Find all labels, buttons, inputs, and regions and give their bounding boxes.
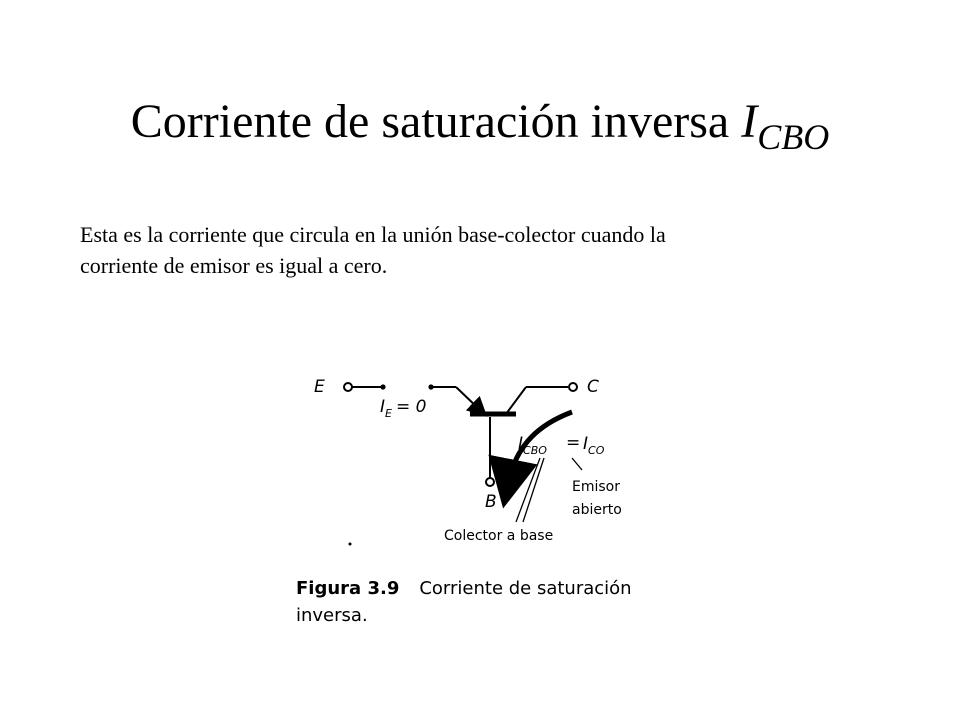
base-terminal-label: B bbox=[485, 492, 497, 512]
base-terminal bbox=[486, 478, 494, 486]
emitter-arm bbox=[456, 387, 480, 410]
body-text bbox=[80, 219, 800, 281]
ico-label: $I_{CO}$ bbox=[583, 434, 605, 457]
pointer-line-3 bbox=[572, 458, 582, 470]
caption-text: Corriente de saturación bbox=[419, 578, 632, 599]
caption-line-1 bbox=[296, 575, 676, 602]
pointer-line-2 bbox=[523, 458, 544, 522]
figure-caption bbox=[296, 575, 676, 629]
colector-base-label: Colector a base bbox=[444, 528, 554, 544]
title-variable: I bbox=[741, 95, 758, 148]
emitter-terminal-label: E bbox=[314, 377, 325, 397]
caption-line-2: inversa. bbox=[296, 605, 368, 626]
equals-sign: = bbox=[566, 433, 581, 453]
emitter-terminal bbox=[344, 383, 352, 391]
title-subscript: CBO bbox=[757, 117, 830, 157]
title-text: Corriente de saturación inversa bbox=[130, 95, 730, 148]
slide-title bbox=[0, 92, 960, 157]
collector-arm bbox=[506, 387, 526, 414]
collector-terminal-label: C bbox=[587, 377, 599, 397]
body-line-2: corriente de emisor es igual a cero. bbox=[80, 253, 388, 278]
switch-contact-left bbox=[380, 384, 385, 389]
figure-number: Figura 3.9 bbox=[296, 578, 400, 599]
transistor-diagram bbox=[290, 362, 670, 572]
abierto-label: abierto bbox=[572, 502, 622, 518]
icbo-label: $I_{CBO}$ bbox=[518, 434, 547, 457]
emisor-label: Emisor bbox=[572, 479, 620, 495]
ie-label: $I_E = 0$ bbox=[380, 397, 427, 420]
body-line-1: Esta es la corriente que circula en la unión base-colector cuando la bbox=[80, 222, 666, 247]
stray-dot bbox=[349, 543, 352, 546]
pointer-line-1 bbox=[516, 458, 540, 522]
collector-terminal bbox=[569, 383, 577, 391]
